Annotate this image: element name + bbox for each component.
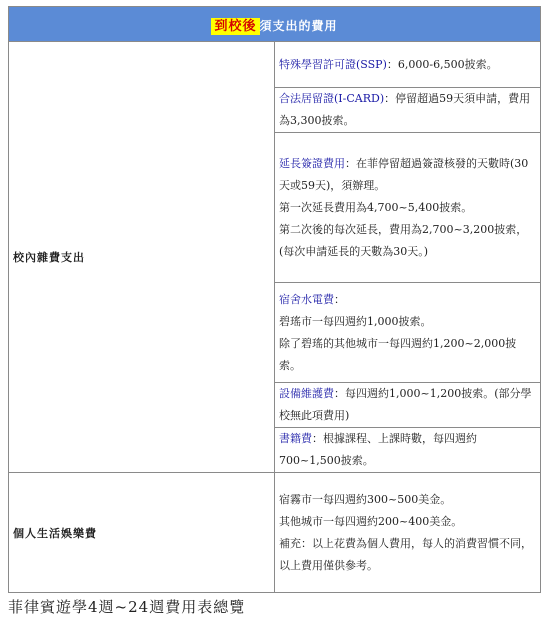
item-ssp (275, 42, 541, 88)
item-maintenance-text: ：每四週約1,000~1,200披索。(部分學校無此項費用) (279, 387, 532, 422)
title-highlight: 到校後 (211, 18, 259, 35)
item-visa-extension (275, 133, 541, 283)
item-ssp-text: ：6,000-6,500披索。 (386, 57, 498, 71)
item-personal-line-2: 其他城市一每四週約200~400美金。 (279, 514, 463, 528)
item-visa-extension-line-1: 第一次延長費用為4,700~5,400披索。 (279, 200, 473, 214)
item-books-label: 書籍費 (279, 432, 312, 445)
item-icard-label: 合法居留證(I-CARD) (279, 92, 385, 105)
page-caption: 菲律賓遊學4週~24週費用表總覽 (8, 598, 246, 616)
category-campus-fees: 校內雜費支出 (9, 42, 275, 473)
item-icard-text: ：停留超過59天須申請，費用為3,300披索。 (279, 92, 531, 127)
item-dorm-utilities-label: 宿舍水電費 (279, 292, 334, 306)
item-ssp-label: 特殊學習許可證(SSP) (279, 57, 387, 71)
item-personal (275, 473, 541, 593)
item-visa-extension-line-2: 第二次後的每次延長，費用為2,700~3,200披索， (279, 222, 528, 236)
item-visa-extension-text: ：在菲停留超過簽證核發的天數時(30天或59天)，須辦理。 (279, 156, 529, 192)
item-books (275, 428, 541, 473)
title-rest: 須支出的費用 (259, 18, 338, 33)
table-title (9, 7, 541, 42)
item-dorm-utilities (275, 283, 541, 383)
fee-table (8, 6, 541, 593)
item-visa-extension-label: 延長簽證費用 (279, 156, 345, 170)
item-dorm-utilities-line-1: 碧瑤市一每四週約1,000披索。 (279, 314, 432, 328)
item-maintenance-label: 設備維護費 (279, 387, 334, 400)
item-dorm-utilities-line-2: 除了碧瑤的其他城市一每四週約1,200~2,000披索。 (279, 336, 517, 372)
category-personal-expenses: 個人生活娛樂費 (9, 473, 275, 593)
item-icard (275, 88, 541, 133)
item-dorm-utilities-text: ： (334, 292, 345, 306)
item-books-text: ：根據課程、上課時數，每四週約700~1,500披索。 (279, 432, 477, 467)
item-visa-extension-line-3: (每次申請延長的天數為30天。) (279, 244, 429, 258)
item-personal-line-3: 補充：以上花費為個人費用，每人的消費習慣不同，以上費用僅供參考。 (279, 536, 532, 572)
item-personal-line-1: 宿霧市一每四週約300~500美金。 (279, 492, 452, 506)
item-maintenance (275, 383, 541, 428)
